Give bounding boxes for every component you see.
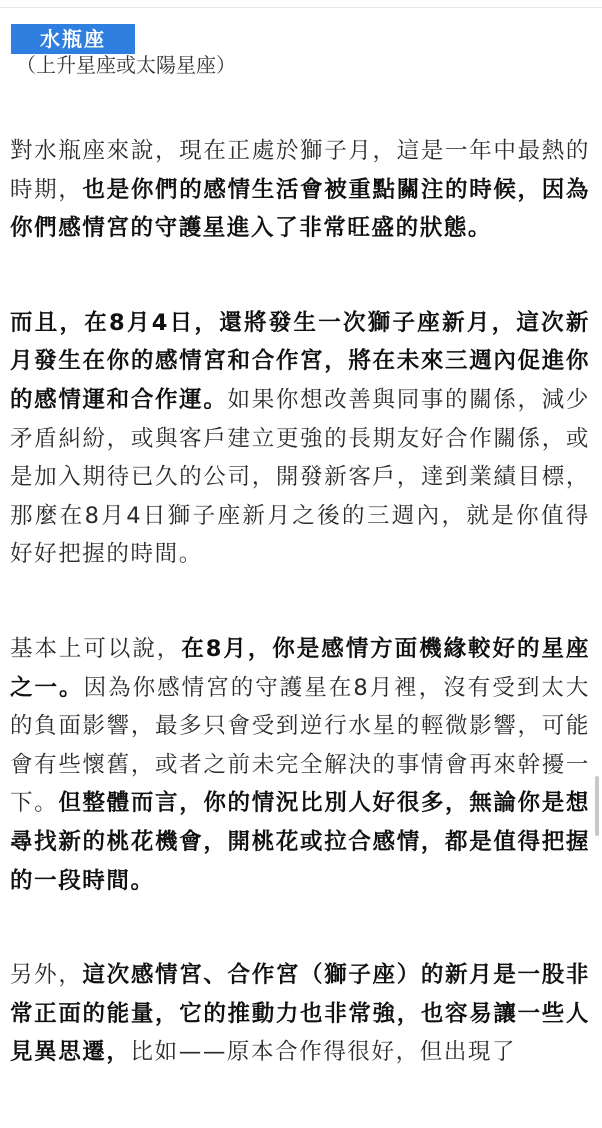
paragraph-highlight: 在8月，你是感情方面機緣較好的星座之一。 [10,635,591,701]
paragraph-highlight: 這次感情宮、合作宮（獅子座）的新月是一股非常正面的能量，它的推動力也非常強，也容易讓一些人見異思遷， [10,962,590,1066]
paragraph-highlight: 而且，在8月4日，還將發生一次獅子座新月，這次新月發生在你的感情宮和合作宮，將在未來三週內促進你的感情運和合作運。 [10,309,590,413]
article-body [10,132,590,1128]
paragraph-text: 基本上可以說， [10,635,182,662]
paragraph-1 [10,132,590,248]
scrollbar-thumb[interactable] [595,776,599,836]
paragraph-text: 如果你想改善與同事的關係，減少矛盾糾紛，或與客戶建立更強的長期友好合作關係，或是加入期待已久的公司，開發新客戶，達到業績目標，那麼在8月4日獅子座新月之後的三週內，就是你值得好好把握的時間。 [10,386,590,568]
paragraph-highlight: 也是你們的感情生活會被重點關注的時候，因為你們感情宮的守護星進入了非常旺盛的狀態。 [10,176,590,242]
paragraph-text: 比如——原本合作得很好，但出現了 [130,1039,517,1066]
paragraph-4 [10,956,590,1072]
subtitle: （上升星座或太陽星座） [16,53,236,77]
paragraph-3 [10,630,590,900]
paragraph-highlight: 但整體而言，你的情況比別人好很多，無論你是想尋找新的桃花機會，開桃花或拉合感情，都是值得把握的一段時間。 [10,790,590,894]
paragraph-text: 對水瓶座來說，現在正處於獅子月，這是一年中最熱的時期， [10,138,590,203]
top-divider [0,7,602,8]
paragraph-2 [10,304,590,574]
sign-header: 水瓶座 [11,24,135,54]
paragraph-text: 另外， [10,962,83,989]
paragraph-text: 因為你感情宮的守護星在8月裡，沒有受到太大的負面影響，最多只會受到逆行水星的輕微影響，可能會有些懷舊，或者之前未完全解決的事情會再來幹擾一下。 [10,674,590,817]
